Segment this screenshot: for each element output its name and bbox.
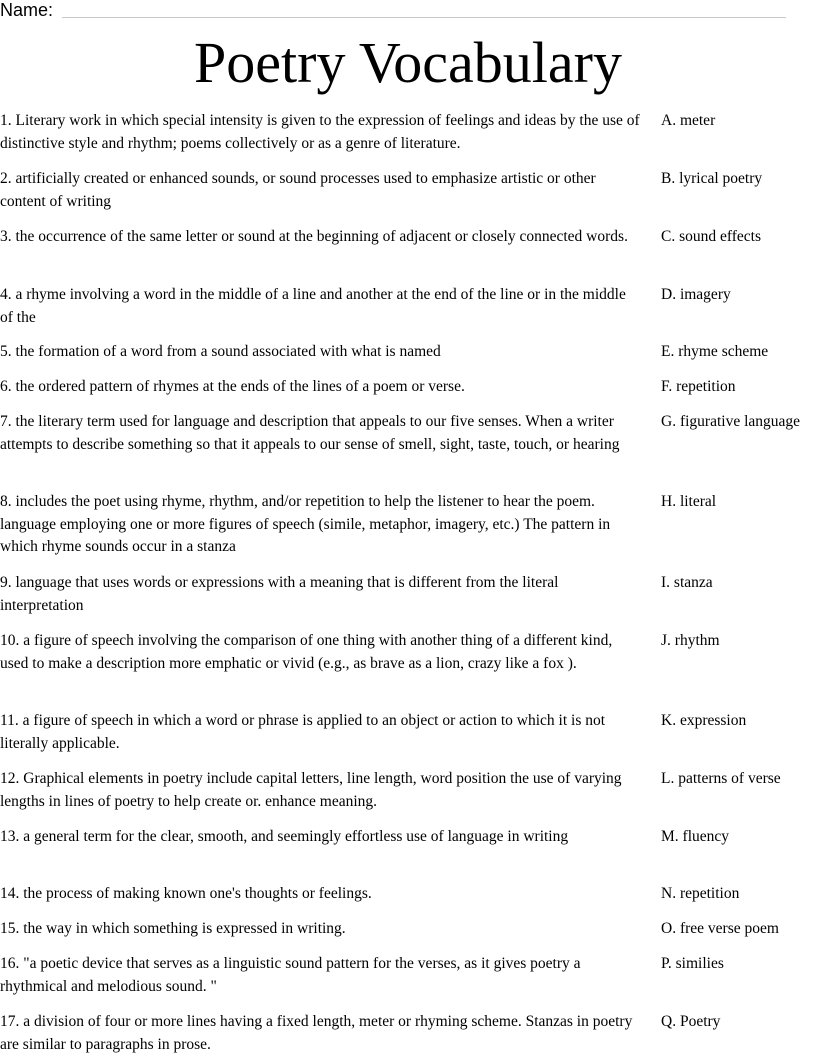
item-answer: D. imagery (661, 286, 731, 303)
item-answer: H. literal (661, 493, 717, 510)
item-clue: 7. the literary term used for language and description that appeals to our five senses. When a writer attempts to describe something so that it appeals to our sense of smell, sight, taste, touch, or hearing (0, 413, 620, 453)
name-blank-line (62, 17, 786, 18)
item-clue: 9. language that uses words or expressions with a meaning that is different from the literal interpretation (0, 574, 559, 614)
item-answer: O. free verse poem (661, 920, 779, 937)
page-title: Poetry Vocabulary (194, 30, 622, 95)
item-clue: 1. Literary work in which special intensity is given to the expression of feelings and ideas by the use of distinctive style and rhythm; poems collectively or as a genre of literature. (0, 112, 640, 152)
item-answer: M. fluency (661, 828, 730, 845)
item-answer: I. stanza (661, 574, 713, 591)
item-clue: 16. "a poetic device that serves as a linguistic sound pattern for the verses, as it gives poetry a rhythmical and melodious sound. " (0, 955, 581, 995)
name-label: Name: (0, 0, 54, 20)
item-clue: 12. Graphical elements in poetry include capital letters, line length, word position the use of varying lengths in lines of poetry to help create or. enhance meaning. (0, 770, 622, 810)
item-answer: P. similies (661, 955, 724, 972)
item-answer: C. sound effects (661, 228, 762, 245)
item-answer: N. repetition (661, 885, 740, 902)
item-answer: K. expression (661, 712, 747, 729)
item-answer: L. patterns of verse (661, 770, 781, 787)
item-clue: 2. artificially created or enhanced sounds, or sound processes used to emphasize artistic or other content of writing (0, 170, 596, 210)
item-clue: 17. a division of four or more lines having a fixed length, meter or rhyming scheme. Stanzas in poetry are similar to paragraphs in prose. (0, 1013, 633, 1053)
item-clue: 5. the formation of a word from a sound associated with what is named (0, 343, 441, 360)
item-clue: 10. a figure of speech involving the comparison of one thing with another thing of a different kind, used to make a description more emphatic or vivid (e.g., as brave as a lion, crazy like a fox ). (0, 632, 613, 672)
item-clue: 14. the process of making known one's thoughts or feelings. (0, 885, 372, 902)
item-answer: E. rhyme scheme (661, 343, 769, 360)
item-clue: 8. includes the poet using rhyme, rhythm, and/or repetition to help the listener to hear the poem. language employing one or more figures of speech (simile, metaphor, imagery, etc.) The pattern in which rhyme sounds occur in a stanza (0, 493, 611, 555)
item-answer: F. repetition (661, 378, 736, 395)
item-clue: 11. a figure of speech in which a word or phrase is applied to an object or action to which it is not literally applicable. (0, 712, 606, 752)
item-clue: 4. a rhyme involving a word in the middle of a line and another at the end of the line or in the middle of the (0, 286, 626, 326)
item-clue: 15. the way in which something is expressed in writing. (0, 920, 346, 937)
item-clue: 6. the ordered pattern of rhymes at the ends of the lines of a poem or verse. (0, 378, 465, 395)
item-answer: B. lyrical poetry (661, 170, 763, 187)
item-answer: G. figurative language (661, 413, 801, 430)
item-clue: 3. the occurrence of the same letter or sound at the beginning of adjacent or closely connected words. (0, 228, 628, 245)
item-answer: J. rhythm (661, 632, 720, 649)
item-answer: A. meter (661, 112, 716, 129)
item-clue: 13. a general term for the clear, smooth, and seemingly effortless use of language in writing (0, 828, 569, 845)
item-answer: Q. Poetry (661, 1013, 721, 1030)
